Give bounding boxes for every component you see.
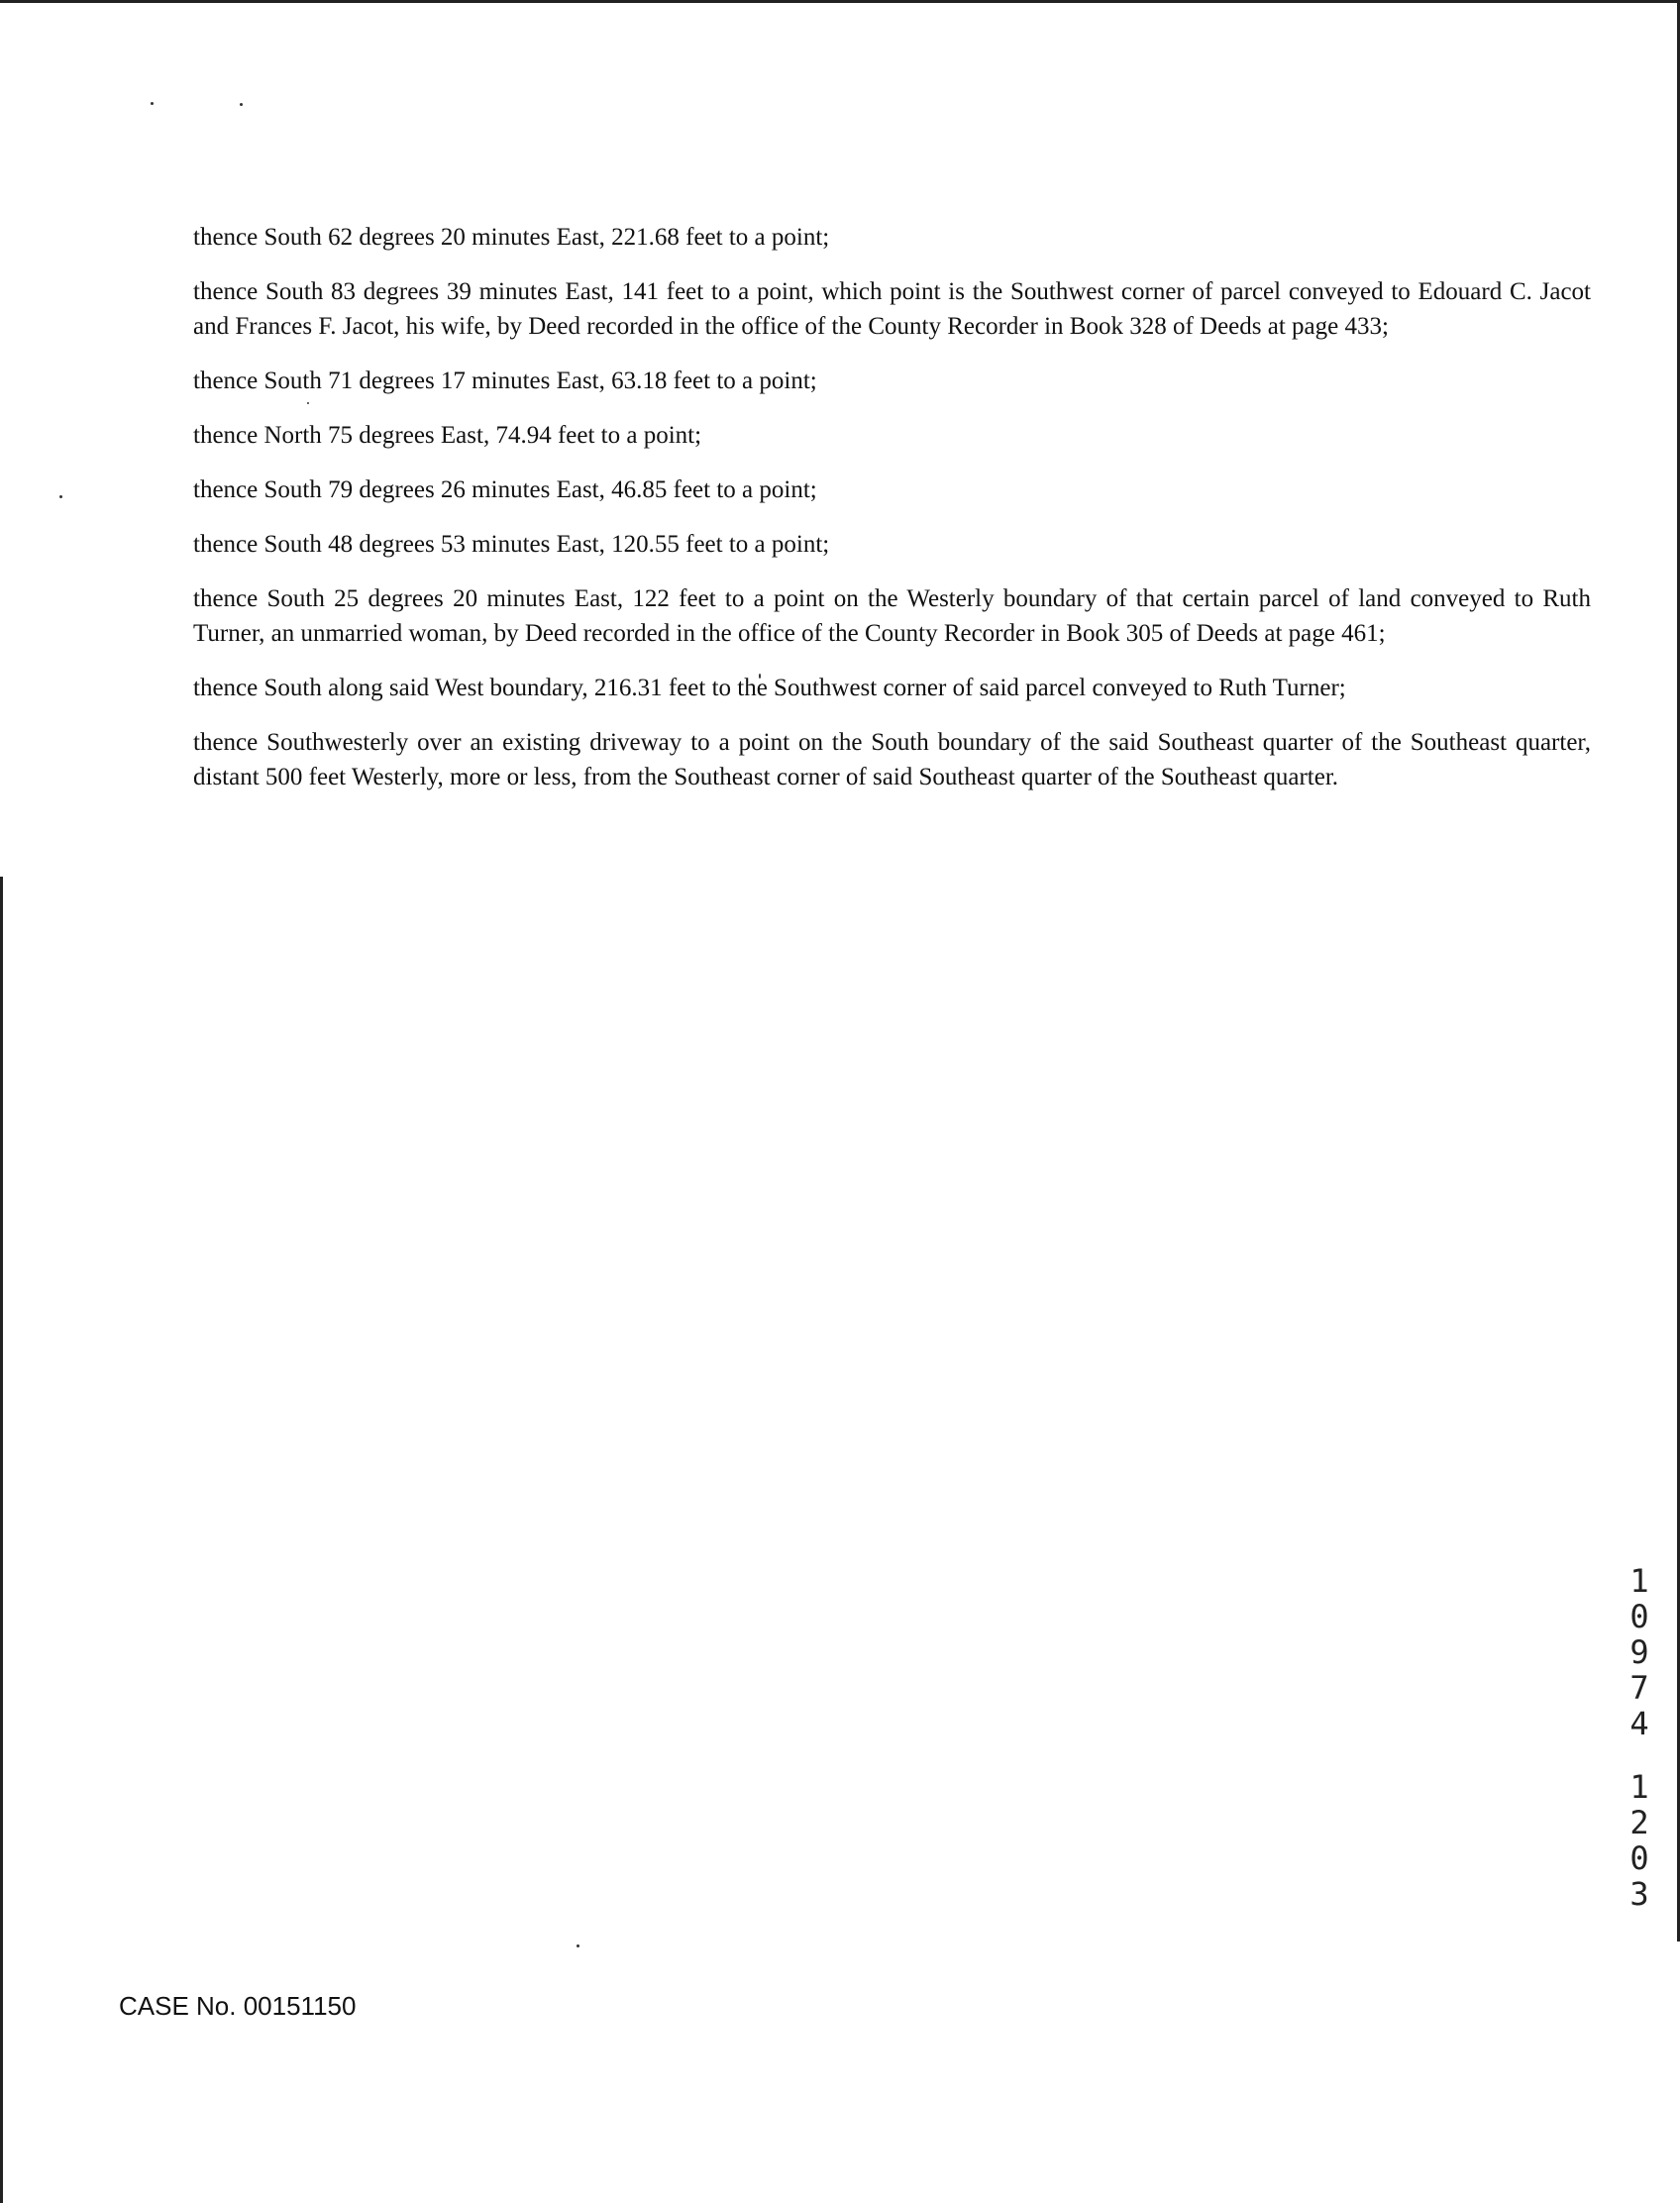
boundary-call-6: thence South 48 degrees 53 minutes East, 120.55 feet to a point; <box>193 531 830 558</box>
document-id-stamp <box>1623 1563 1656 1912</box>
boundary-call-9: thence Southwesterly over an existing driveway to a point on the South boundary of the said Southeast quarter of the Southeast quarter, distant 500 feet Westerly, more or less, from the Southeast corner of said Southeast quarter of the Southeast quarter. <box>193 729 1591 790</box>
case-number: CASE No. 00151150 <box>119 1991 357 2021</box>
stamp-digit: 4 <box>1629 1705 1649 1742</box>
boundary-call-1: thence South 62 degrees 20 minutes East, 221.68 feet to a point; <box>193 224 830 251</box>
scan-edge-top <box>0 0 1680 3</box>
stamp-digit: 0 <box>1629 1598 1649 1635</box>
scan-speck <box>577 1944 579 1947</box>
stamp-digit: 2 <box>1629 1804 1649 1841</box>
stamp-digit: 1 <box>1629 1768 1649 1806</box>
boundary-call-2: thence South 83 degrees 39 minutes East, 141 feet to a point, which point is the Southwest corner of parcel conveyed to Edouard C. Jacot and Frances F. Jacot, his wife, by Deed recorded in the office of the County Recorder in Book 328 of Deeds at page 433; <box>193 278 1591 340</box>
scan-speck <box>240 103 243 106</box>
boundary-call-4: thence North 75 degrees East, 74.94 feet to a point; <box>193 422 702 449</box>
boundary-call-8: thence South along said West boundary, 216.31 feet to the Southwest corner of said parcel conveyed to Ruth Turner; <box>193 675 1346 701</box>
stamp-digit: 0 <box>1629 1839 1649 1877</box>
boundary-call-3: thence South 71 degrees 17 minutes East, 63.18 feet to a point; <box>193 367 817 394</box>
stamp-digit: 3 <box>1629 1875 1649 1913</box>
boundary-call-5: thence South 79 degrees 26 minutes East, 46.85 feet to a point; <box>193 476 817 503</box>
legal-description-body <box>193 220 1591 814</box>
stamp-digit: 9 <box>1629 1633 1649 1671</box>
boundary-call-7: thence South 25 degrees 20 minutes East, 122 feet to a point on the Westerly boundary of that certain parcel of land conveyed to Ruth Turner, an unmarried woman, by Deed recorded in the office of the County Recorder in Book 305 of Deeds at page 461; <box>193 585 1591 647</box>
scan-speck <box>59 495 62 498</box>
stamp-gap <box>1623 1741 1656 1769</box>
stamp-digit: 1 <box>1629 1562 1649 1600</box>
scan-edge-left <box>0 877 3 2203</box>
scan-speck <box>151 102 154 105</box>
stamp-digit: 7 <box>1629 1669 1649 1707</box>
